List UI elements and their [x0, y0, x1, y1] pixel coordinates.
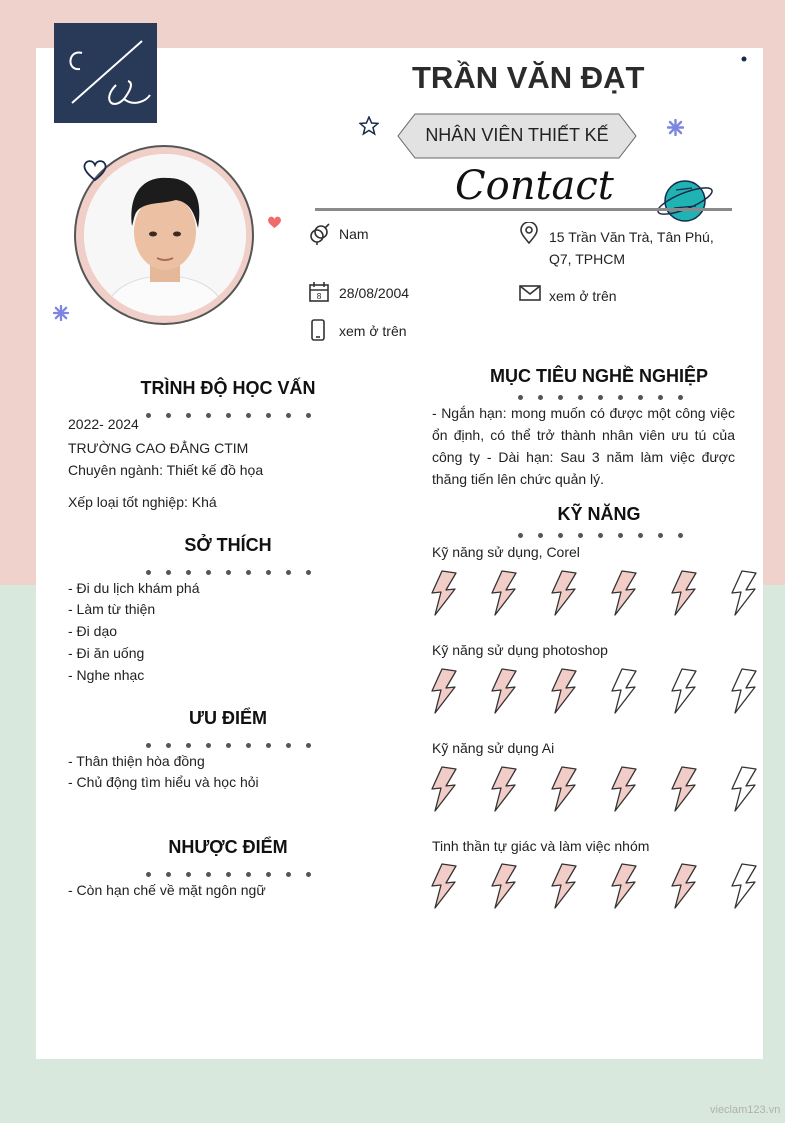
education-major: Chuyên ngành: Thiết kế đồ họa [68, 462, 264, 478]
education-grade: Xếp loại tốt nghiệp: Khá [68, 494, 217, 510]
bolt-filled-icon [428, 667, 462, 715]
star-outline-icon [359, 116, 379, 136]
gender-value: Nam [339, 226, 369, 242]
skill-label: Kỹ năng sử dụng Ai [432, 740, 555, 756]
bolt-empty-icon [728, 569, 762, 617]
svg-text:8: 8 [316, 292, 322, 301]
address-value: 15 Trần Văn Trà, Tân Phú, Q7, TPHCM [549, 229, 714, 267]
bolt-empty-icon [608, 667, 642, 715]
objective-title: MỤC TIÊU NGHỀ NGHIỆP [489, 366, 708, 386]
hobby-item: - Đi du lịch khám phá [68, 580, 200, 596]
heart-icon [267, 215, 282, 229]
hobby-item: - Đi ăn uống [68, 645, 145, 661]
strengths-title: ƯU ĐIỂM [189, 708, 267, 728]
candidate-name: TRẦN VĂN ĐẠT [412, 60, 645, 95]
bolt-filled-icon [548, 667, 582, 715]
contact-heading: Contact [455, 163, 614, 209]
skill-label: Kỹ năng sử dụng photoshop [432, 642, 608, 658]
job-title: NHÂN VIÊN THIẾT KẾ [425, 125, 609, 145]
bolt-filled-icon [668, 862, 702, 910]
education-years: 2022- 2024 [68, 416, 139, 432]
section-dots [146, 864, 326, 870]
bolt-filled-icon [488, 862, 522, 910]
bolt-filled-icon [668, 569, 702, 617]
bolt-filled-icon [608, 765, 642, 813]
section-dots [146, 405, 326, 411]
heart-outline-icon [82, 158, 108, 182]
bolt-empty-icon [728, 667, 762, 715]
skill-rating [428, 862, 768, 910]
bolt-filled-icon [608, 569, 642, 617]
hobby-item: - Nghe nhạc [68, 667, 145, 683]
hobbies-title: SỞ THÍCH [184, 535, 272, 555]
bolt-empty-icon [728, 765, 762, 813]
section-dots [518, 387, 698, 393]
objective-text: - Ngắn hạn: mong muốn có được một công việc ổn định, có thể trở thành nhân viên ưu tú của công ty - Dài hạn: Sau 3 năm làm việc được thăng tiến lên chức quản lý. [432, 405, 735, 487]
birthday-value: 28/08/2004 [339, 285, 410, 301]
education-school: TRƯỜNG CAO ĐẲNG CTIM [68, 440, 249, 456]
skill-rating [428, 667, 768, 715]
section-dots [518, 525, 698, 531]
phone-icon [307, 319, 329, 341]
gender-icon [308, 223, 330, 245]
skills-title: KỸ NĂNG [557, 504, 641, 524]
hobby-item: - Làm từ thiện [68, 601, 156, 617]
dot-icon [740, 55, 748, 63]
bolt-filled-icon [488, 667, 522, 715]
bolt-empty-icon [728, 862, 762, 910]
skill-label: Kỹ năng sử dụng, Corel [432, 544, 580, 560]
strength-item: - Thân thiện hòa đồng [68, 753, 205, 769]
bolt-filled-icon [548, 569, 582, 617]
skill-rating [428, 765, 768, 813]
strength-item: - Chủ động tìm hiểu và học hỏi [68, 774, 259, 790]
education-title: TRÌNH ĐỘ HỌC VẤN [140, 378, 316, 398]
bolt-filled-icon [548, 862, 582, 910]
phone-value: xem ở trên [339, 323, 407, 339]
bolt-filled-icon [428, 862, 462, 910]
section-dots [146, 562, 326, 568]
email-icon [519, 282, 541, 304]
job-title-ribbon [397, 113, 637, 159]
skill-rating [428, 569, 768, 617]
section-dots [146, 735, 326, 741]
weaknesses-title: NHƯỢC ĐIỂM [168, 837, 288, 857]
location-icon [518, 222, 540, 244]
hobby-item: - Đi dạo [68, 623, 118, 639]
planet-icon [654, 176, 716, 226]
bolt-filled-icon [428, 569, 462, 617]
sparkle-icon [667, 119, 684, 136]
weakness-item: - Còn hạn chế về mặt ngôn ngữ [68, 882, 266, 898]
skill-label: Tinh thần tự giác và làm việc nhóm [432, 838, 650, 854]
bolt-filled-icon [548, 765, 582, 813]
bolt-filled-icon [428, 765, 462, 813]
bolt-filled-icon [608, 862, 642, 910]
bolt-filled-icon [488, 569, 522, 617]
calendar-icon [308, 281, 330, 303]
bolt-filled-icon [668, 765, 702, 813]
bolt-empty-icon [668, 667, 702, 715]
bolt-filled-icon [488, 765, 522, 813]
avatar [84, 154, 246, 316]
logo [54, 23, 157, 123]
email-value: xem ở trên [549, 288, 617, 304]
sparkle-icon [53, 305, 69, 321]
footer-watermark: vieclam123.vn [710, 1104, 781, 1116]
